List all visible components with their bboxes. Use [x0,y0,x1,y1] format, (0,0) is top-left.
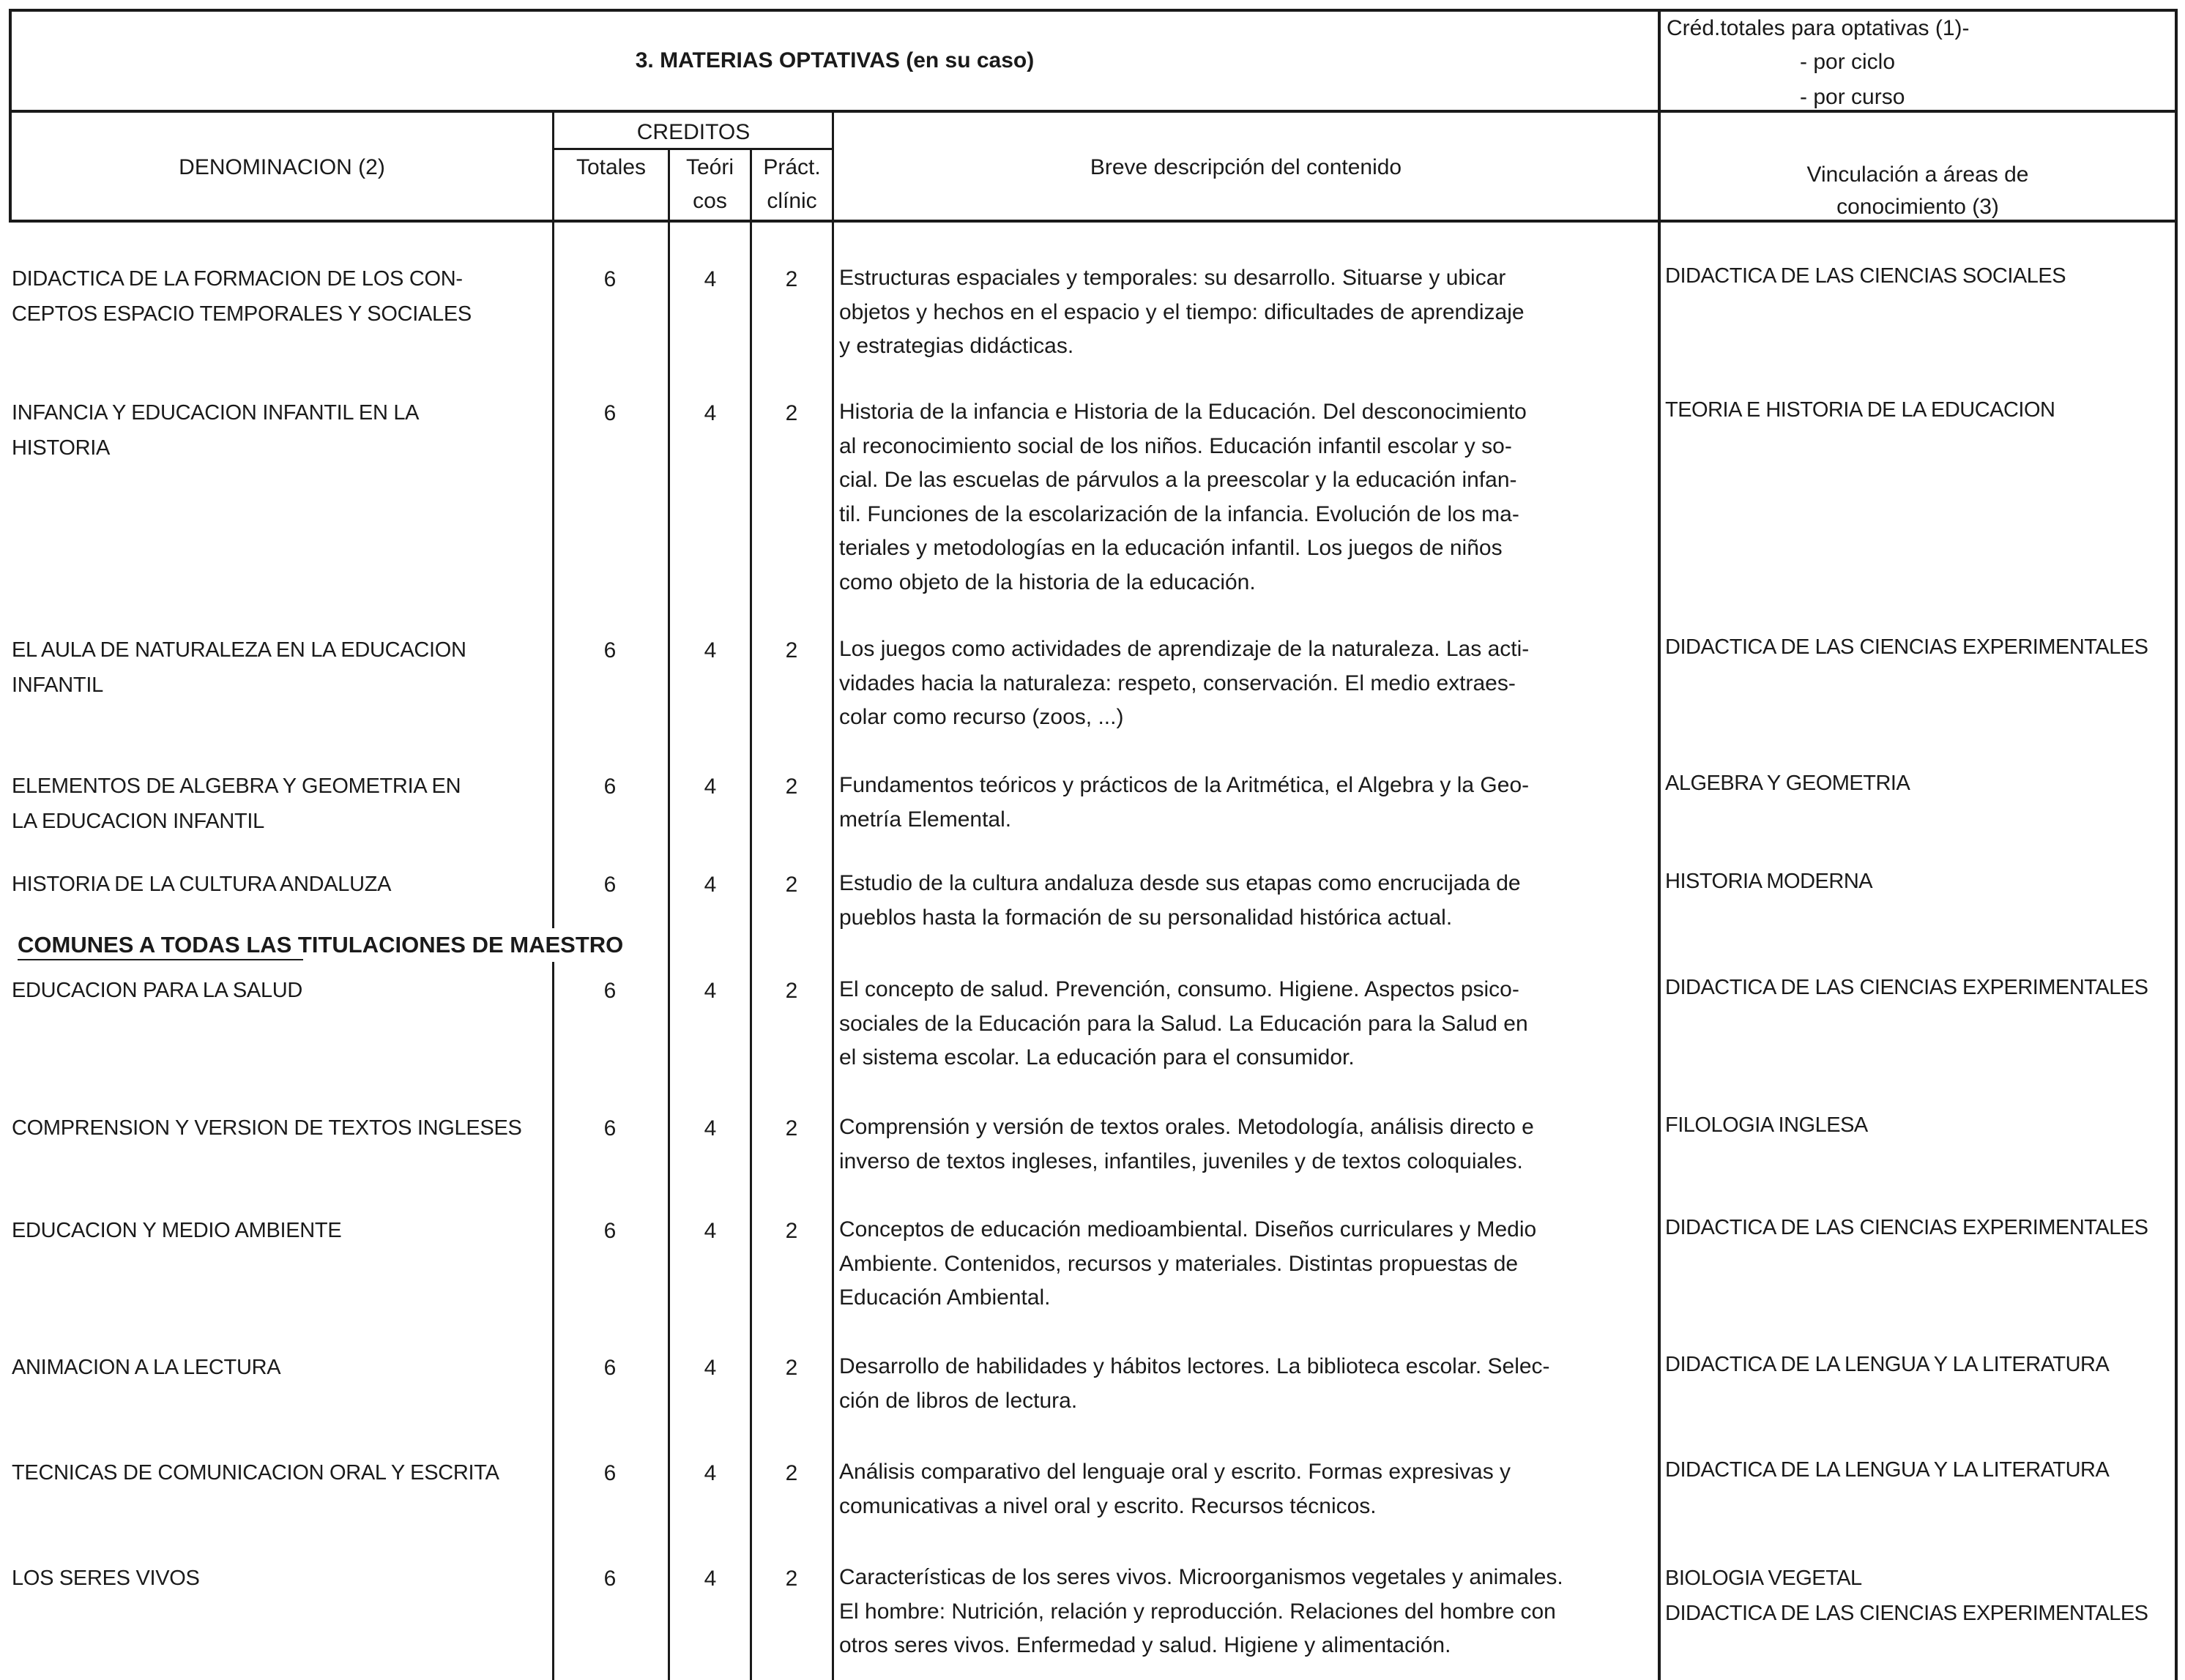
knowledge-area-line: DIDACTICA DE LAS CIENCIAS EXPERIMENTALES [1665,1216,2148,1239]
course-name [12,261,546,332]
course-name-line: EL AULA DE NATURALEZA EN LA EDUCACION [12,638,466,662]
knowledge-area-line: DIDACTICA DE LAS CIENCIAS EXPERIMENTALES [1665,1602,2148,1625]
description-line: til. Funciones de la escolarización de la infancia. Evolución de los ma- [839,501,1519,526]
col-header-teoricos-1: Teóri [685,155,734,179]
course-name-line: ELEMENTOS DE ALGEBRA Y GEOMETRIA EN [12,774,461,798]
description-line: Educación Ambiental. [839,1285,1051,1310]
course-name [12,632,546,703]
description-line: y estrategias didácticas. [839,334,1074,358]
credits-teoricos: 4 [704,979,717,1003]
course-name [12,1455,546,1490]
course-name-line: ANIMACION A LA LECTURA [12,1356,281,1379]
knowledge-area [1665,258,2066,294]
credits-teoricos: 4 [704,1219,717,1243]
course-name-line: CEPTOS ESPACIO TEMPORALES Y SOCIALES [12,302,472,326]
description-line: Estudio de la cultura andaluza desde sus etapas como encrucijada de [839,871,1521,895]
credits-per-course: - por curso [1800,85,1905,109]
course-name-line: EDUCACION Y MEDIO AMBIENTE [12,1219,342,1242]
credits-teoricos: 4 [704,267,717,291]
description-line: Desarrollo de habilidades y hábitos lectores. La biblioteca escolar. Selec- [839,1354,1550,1378]
course-name [12,1561,546,1596]
knowledge-area-line: TEORIA E HISTORIA DE LA EDUCACION [1665,398,2055,422]
description-line: al reconocimiento social de los niños. Educación infantil escolar y so- [839,433,1512,458]
course-name-line: COMPRENSION Y VERSION DE TEXTOS INGLESES [12,1116,522,1140]
description-line: Estructuras espaciales y temporales: su desarrollo. Situarse y ubicar [839,266,1506,290]
course-name-line: EDUCACION PARA LA SALUD [12,979,303,1002]
knowledge-area [1665,1561,2148,1631]
course-description [839,1213,1645,1315]
credits-practicos: 2 [785,1219,798,1243]
credits-totales: 6 [603,1219,617,1243]
description-line: cial. De las escuelas de párvulos a la preescolar y la educación infan- [839,468,1517,492]
knowledge-area-line: BIOLOGIA VEGETAL [1665,1567,1862,1590]
course-description [839,1455,1645,1523]
course-name-line: HISTORIA [12,436,111,460]
course-description [839,1110,1645,1179]
credits-practicos: 2 [785,1461,798,1485]
course-name [12,769,546,839]
course-description [839,395,1645,600]
knowledge-area [1665,1108,1868,1143]
col-header-totales: Totales [576,155,647,179]
section-label-comunes: COMUNES A TODAS LAS TITULACIONES DE MAESTRO [18,928,626,962]
col-header-teoricos-2: cos [693,189,727,213]
course-name [12,1110,546,1146]
credits-totales: 6 [603,267,617,291]
col-teoricos-left-line [668,148,670,1680]
description-line: como objeto de la historia de la educación. [839,570,1256,594]
description-line: Fundamentos teóricos y prácticos de la Aritmética, el Algebra y la Geo- [839,773,1530,797]
credits-teoricos: 4 [704,1567,717,1591]
description-line: Ambiente. Contenidos, recursos y materiales. Distintas propuestas de [839,1251,1519,1276]
knowledge-area-line: DIDACTICA DE LA LENGUA Y LA LITERATURA [1665,1458,2110,1482]
knowledge-area [1665,392,2055,428]
course-description [839,1350,1645,1418]
credits-teoricos: 4 [704,401,717,425]
col-areas-left-line [1658,9,1661,1680]
knowledge-area-line: DIDACTICA DE LA LENGUA Y LA LITERATURA [1665,1353,2110,1376]
credits-totales: 6 [603,1116,617,1140]
credits-practicos: 2 [785,267,798,291]
credits-practicos: 2 [785,873,798,897]
description-line: El concepto de salud. Prevención, consumo. Higiene. Aspectos psico- [839,977,1519,1001]
credits-per-cycle: - por ciclo [1800,50,1896,74]
credits-total-label: Créd.totales para optativas (1)- [1667,16,1970,40]
description-line: pueblos hasta la formación de su personalidad histórica actual. [839,905,1453,930]
course-name [12,1350,546,1385]
description-line: Características de los seres vivos. Microorganismos vegetales y animales. [839,1565,1563,1589]
knowledge-area [1665,864,1872,899]
section-underline [18,959,303,960]
knowledge-area-line: DIDACTICA DE LAS CIENCIAS EXPERIMENTALES [1665,635,2148,659]
col-header-denominacion: DENOMINACION (2) [179,155,385,179]
course-description [839,867,1645,935]
credits-teoricos: 4 [704,638,717,662]
col-totales-left-line [552,110,554,1680]
description-line: Conceptos de educación medioambiental. Diseños curriculares y Medio [839,1217,1537,1242]
credits-practicos: 2 [785,979,798,1003]
knowledge-area [1665,970,2148,1005]
description-line: el sistema escolar. La educación para el consumidor. [839,1045,1355,1069]
credits-teoricos: 4 [704,1356,717,1380]
description-line: ción de libros de lectura. [839,1388,1078,1413]
frame-left-line [9,9,12,221]
credits-totales: 6 [603,979,617,1003]
course-description [839,769,1645,837]
credits-totales: 6 [603,873,617,897]
description-line: Los juegos como actividades de aprendizaje de la naturaleza. Las acti- [839,637,1530,661]
frame-right-line [2175,9,2178,1680]
knowledge-area [1665,1347,2109,1382]
description-line: otros seres vivos. Enfermedad y salud. Higiene y alimentación. [839,1633,1451,1657]
col-practicos-left-line [750,148,752,1680]
credits-totales: 6 [603,774,617,799]
credits-teoricos: 4 [704,1116,717,1140]
credits-totales: 6 [603,1356,617,1380]
credits-practicos: 2 [785,638,798,662]
course-description [839,261,1645,364]
credits-totales: 6 [603,401,617,425]
credits-totales: 6 [603,1567,617,1591]
credits-practicos: 2 [785,774,798,799]
credits-totales: 6 [603,638,617,662]
page-title: 3. MATERIAS OPTATIVAS (en su caso) [635,48,1035,72]
credits-practicos: 2 [785,1356,798,1380]
course-name [12,973,546,1008]
credits-teoricos: 4 [704,873,717,897]
credits-teoricos: 4 [704,1461,717,1485]
col-header-vinculacion-2: conocimiento (3) [1836,195,1999,219]
course-description [839,632,1645,735]
course-name-line: LOS SERES VIVOS [12,1567,200,1590]
knowledge-area-line: DIDACTICA DE LAS CIENCIAS SOCIALES [1665,264,2066,288]
credits-practicos: 2 [785,1567,798,1591]
col-header-practicos-1: Práct. [763,155,821,179]
credits-teoricos: 4 [704,774,717,799]
course-name [12,395,546,466]
description-line: Comprensión y versión de textos orales. Metodología, análisis directo e [839,1115,1534,1139]
course-name [12,867,546,902]
description-line: metría Elemental. [839,807,1012,832]
description-line: colar como recurso (zoos, ...) [839,705,1124,729]
knowledge-area-line: FILOLOGIA INGLESA [1665,1113,1868,1137]
description-line: Análisis comparativo del lenguaje oral y escrito. Formas expresivas y [839,1460,1511,1484]
course-name-line: DIDACTICA DE LA FORMACION DE LOS CON- [12,267,463,291]
col-header-descripcion: Breve descripción del contenido [1090,155,1402,179]
col-header-creditos: CREDITOS [636,120,751,144]
knowledge-area-line: ALGEBRA Y GEOMETRIA [1665,772,1910,795]
course-name-line: INFANTIL [12,673,103,697]
description-line: vidades hacia la naturaleza: respeto, conservación. El medio extraes- [839,671,1516,695]
knowledge-area-line: HISTORIA MODERNA [1665,870,1873,893]
course-name-line: TECNICAS DE COMUNICACION ORAL Y ESCRITA [12,1461,499,1485]
course-name-line: LA EDUCACION INFANTIL [12,810,264,833]
credits-totales: 6 [603,1461,617,1485]
description-line: objetos y hechos en el espacio y el tiempo: dificultades de aprendizaje [839,299,1525,324]
knowledge-area [1665,766,1910,801]
credits-practicos: 2 [785,1116,798,1140]
description-line: teriales y metodologías en la educación infantil. Los juegos de niños [839,536,1503,560]
course-name-line: HISTORIA DE LA CULTURA ANDALUZA [12,873,392,896]
description-line: comunicativas a nivel oral y escrito. Recursos técnicos. [839,1493,1377,1518]
knowledge-area [1665,1452,2109,1487]
description-line: Historia de la infancia e Historia de la Educación. Del desconocimiento [839,400,1527,424]
description-line: sociales de la Educación para la Salud. La Educación para la Salud en [839,1011,1528,1036]
col-header-vinculacion-1: Vinculación a áreas de [1806,163,2029,187]
course-name-line: INFANCIA Y EDUCACION INFANTIL EN LA [12,401,420,425]
credits-practicos: 2 [785,401,798,425]
description-line: El hombre: Nutrición, relación y reproducción. Relaciones del hombre con [839,1599,1556,1624]
knowledge-area-line: DIDACTICA DE LAS CIENCIAS EXPERIMENTALES [1665,976,2148,999]
course-description [839,973,1645,1075]
course-description [839,1561,1645,1663]
col-header-practicos-2: clínic [767,189,817,213]
knowledge-area [1665,1210,2148,1245]
course-name [12,1213,546,1248]
description-line: inverso de textos ingleses, infantiles, juveniles y de textos coloquiales. [839,1149,1523,1173]
col-desc-left-line [832,110,834,1680]
knowledge-area [1665,630,2148,665]
